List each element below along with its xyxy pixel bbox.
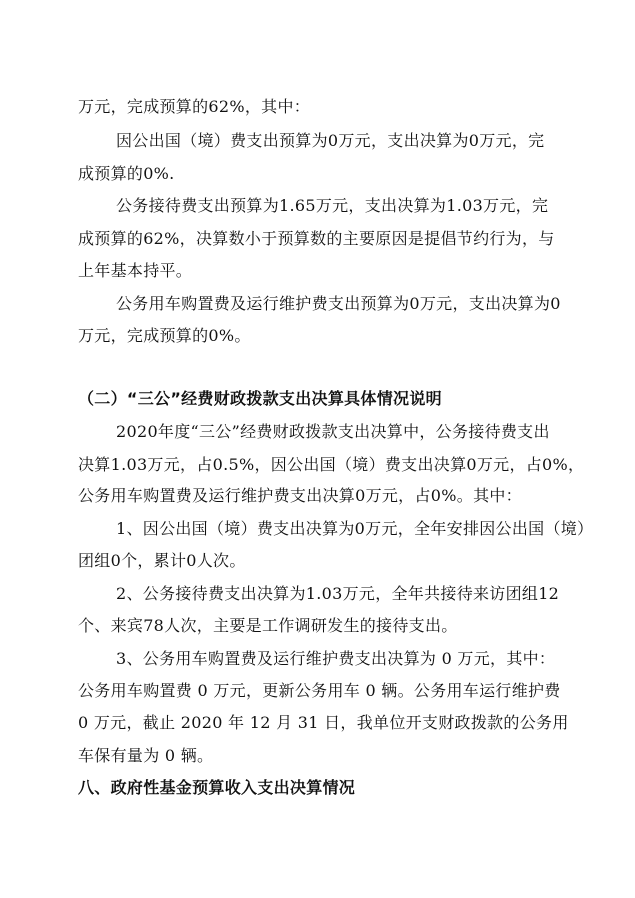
paragraph-line: 0 万元，截止 2020 年 12 月 31 日，我单位开支财政拨款的公务用	[78, 713, 569, 732]
paragraph-line: 万元，完成预算的0%。	[78, 326, 251, 345]
paragraph-line: 因公出国（境）费支出预算为0万元，支出决算为0万元，完	[116, 131, 545, 150]
paragraph-line: 决算1.03万元，占0.5%，因公出国（境）费支出决算0万元，占0%，	[78, 455, 585, 474]
paragraph-line: 个、来宾78人次，主要是工作调研发生的接待支出。	[78, 616, 458, 635]
section-heading: 八、政府性基金预算收入支出决算情况	[78, 778, 356, 797]
paragraph-line: 公务用车购置费及运行维护费支出预算为0万元，支出决算为0	[116, 294, 561, 313]
paragraph-line: 公务用车购置费及运行维护费支出决算0万元，占0%。其中：	[78, 486, 522, 505]
section-heading: （二）“三公”经费财政拨款支出决算具体情况说明	[78, 389, 442, 408]
paragraph-line: 公务用车购置费 0 万元，更新公务用车 0 辆。公务用车运行维护费	[78, 681, 561, 700]
paragraph-line: 万元，完成预算的62%，其中：	[78, 97, 311, 116]
paragraph-line: 3、公务用车购置费及运行维护费支出决算为 0 万元，其中：	[116, 649, 556, 668]
paragraph-line: 团组0个，累计0人次。	[78, 551, 246, 570]
paragraph-line: 上年基本持平。	[78, 261, 193, 280]
paragraph-line: 成预算的62%，决算数小于预算数的主要原因是提倡节约行为，与	[78, 229, 555, 248]
paragraph-line: 2020年度“三公”经费财政拨款支出决算中，公务接待费支出	[116, 422, 550, 441]
paragraph-line: 公务接待费支出预算为1.65万元，支出决算为1.03万元，完	[116, 196, 549, 215]
paragraph-line: 2、公务接待费支出决算为1.03万元，全年共接待来访团组12	[116, 584, 560, 603]
paragraph-line: 1、因公出国（境）费支出决算为0万元，全年安排因公出国（境）	[116, 519, 594, 538]
paragraph-line: 成预算的0%.	[78, 164, 175, 183]
paragraph-line: 车保有量为 0 辆。	[78, 746, 214, 765]
